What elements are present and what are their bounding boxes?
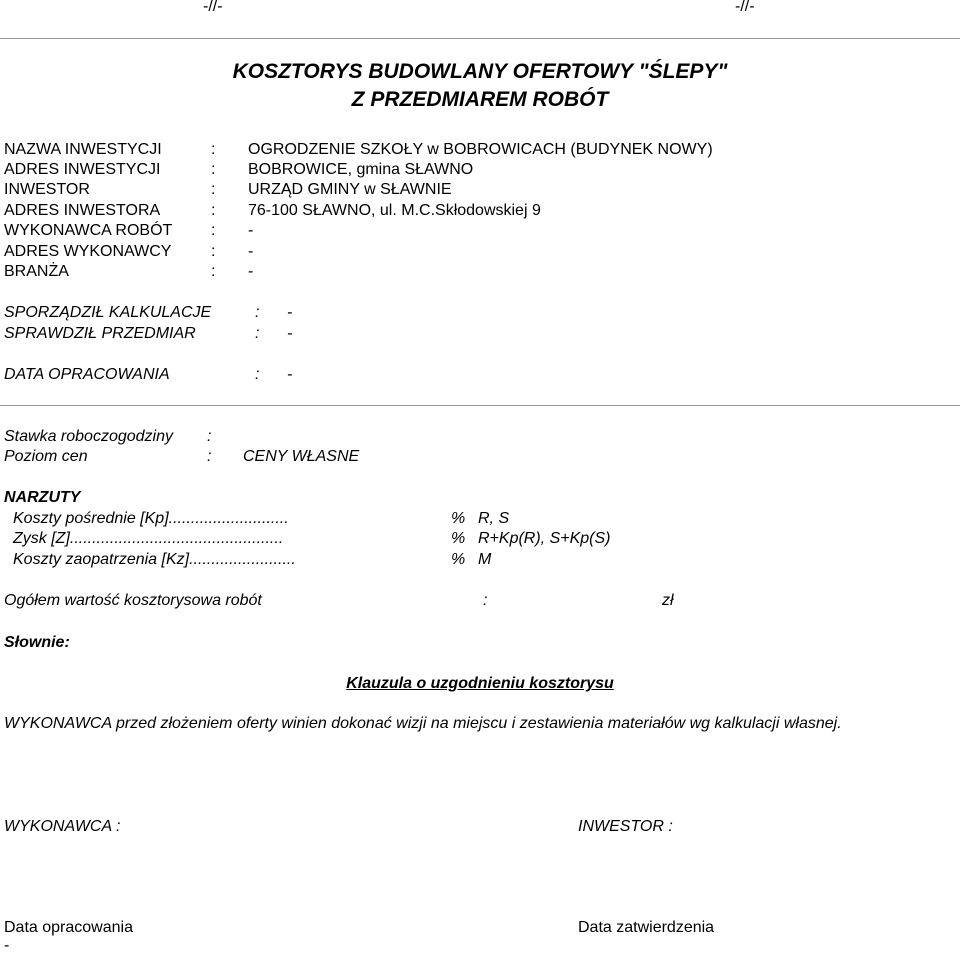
info-value-adres: BOBROWICE, gmina SŁAWNO bbox=[248, 161, 474, 178]
poziom-label: Poziom cen bbox=[4, 448, 88, 465]
total-colon: : bbox=[483, 592, 488, 609]
prep-value-sprawdzil: - bbox=[287, 325, 293, 342]
info-label-adres-inwestora: ADRES INWESTORA bbox=[4, 202, 161, 219]
info-colon: : bbox=[211, 202, 216, 219]
klauzula-text: WYKONAWCA przed złożeniem oferty winien dokonać wizji na miejscu i zestawienia materiałów wg kalkulacji własnej. bbox=[4, 715, 842, 732]
prep-colon: : bbox=[255, 304, 260, 321]
prep-label-data: DATA OPRACOWANIA bbox=[4, 366, 170, 383]
stawka-label: Stawka roboczogodziny bbox=[4, 428, 173, 445]
info-value-wykonawca: - bbox=[248, 222, 254, 239]
klauzula-heading: Klauzula o uzgodnieniu kosztorysu bbox=[346, 675, 614, 692]
narzut-label-kp: Koszty pośrednie [Kp]........................... bbox=[13, 510, 289, 527]
info-label-inwestor: INWESTOR bbox=[4, 181, 90, 198]
narzut-basis-z: R+Kp(R), S+Kp(S) bbox=[478, 530, 611, 547]
prep-label-sprawdzil: SPRAWDZIŁ PRZEDMIAR bbox=[4, 325, 196, 342]
total-unit: zł bbox=[662, 592, 674, 609]
info-label-adres: ADRES INWESTYCJI bbox=[4, 161, 161, 178]
signature-wykonawca: WYKONAWCA : bbox=[4, 818, 121, 835]
data-zatwierdzenia-label: Data zatwierdzenia bbox=[578, 919, 715, 936]
header-divider bbox=[0, 38, 960, 39]
stawka-colon: : bbox=[207, 428, 212, 445]
prep-label-sporzadzil: SPORZĄDZIŁ KALKULACJE bbox=[4, 304, 212, 321]
info-colon: : bbox=[211, 222, 216, 239]
narzut-basis-kz: M bbox=[478, 551, 492, 568]
narzuty-heading: NARZUTY bbox=[4, 489, 81, 506]
info-value-inwestor: URZĄD GMINY w SŁAWNIE bbox=[248, 181, 452, 198]
narzut-basis-kp: R, S bbox=[478, 510, 510, 527]
info-value-adres-wykonawcy: - bbox=[248, 243, 254, 260]
total-label: Ogółem wartość kosztorysowa robót bbox=[4, 592, 262, 609]
data-opracowania-label: Data opracowania bbox=[4, 919, 133, 936]
narzut-label-kz: Koszty zaopatrzenia [Kz]........................ bbox=[13, 551, 296, 568]
slownie-label: Słownie: bbox=[4, 634, 70, 651]
narzut-pct: % bbox=[451, 551, 466, 568]
document-title-line1: KOSZTORYS BUDOWLANY OFERTOWY "ŚLEPY" bbox=[232, 60, 728, 83]
prep-colon: : bbox=[255, 366, 260, 383]
info-colon: : bbox=[211, 161, 216, 178]
info-label-nazwa: NAZWA INWESTYCJI bbox=[4, 141, 162, 158]
info-value-branza: - bbox=[248, 263, 254, 280]
info-colon: : bbox=[211, 141, 216, 158]
poziom-colon: : bbox=[207, 448, 212, 465]
narzut-pct: % bbox=[451, 510, 466, 527]
document-title-line2: Z PRZEDMIAREM ROBÓT bbox=[351, 88, 609, 111]
info-label-branza: BRANŻA bbox=[4, 263, 69, 280]
info-label-wykonawca: WYKONAWCA ROBÓT bbox=[4, 222, 173, 239]
header-right-mark: -//- bbox=[735, 0, 755, 15]
section-divider bbox=[0, 405, 960, 406]
signature-inwestor: INWESTOR : bbox=[578, 818, 673, 835]
info-value-nazwa: OGRODZENIE SZKOŁY w BOBROWICACH (BUDYNEK NOWY) bbox=[248, 141, 713, 158]
info-value-adres-inwestora: 76-100 SŁAWNO, ul. M.C.Skłodowskiej 9 bbox=[248, 202, 541, 219]
info-label-adres-wykonawcy: ADRES WYKONAWCY bbox=[4, 243, 172, 260]
prep-value-data: - bbox=[287, 366, 293, 383]
prep-colon: : bbox=[255, 325, 260, 342]
info-colon: : bbox=[211, 263, 216, 280]
narzut-pct: % bbox=[451, 530, 466, 547]
info-colon: : bbox=[211, 181, 216, 198]
data-opracowania-value: - bbox=[4, 937, 10, 954]
prep-value-sporzadzil: - bbox=[287, 304, 293, 321]
info-colon: : bbox=[211, 243, 216, 260]
header-left-mark: -//- bbox=[203, 0, 223, 15]
poziom-value: CENY WŁASNE bbox=[243, 448, 360, 465]
narzut-label-z: Zysk [Z]................................................ bbox=[13, 530, 284, 547]
